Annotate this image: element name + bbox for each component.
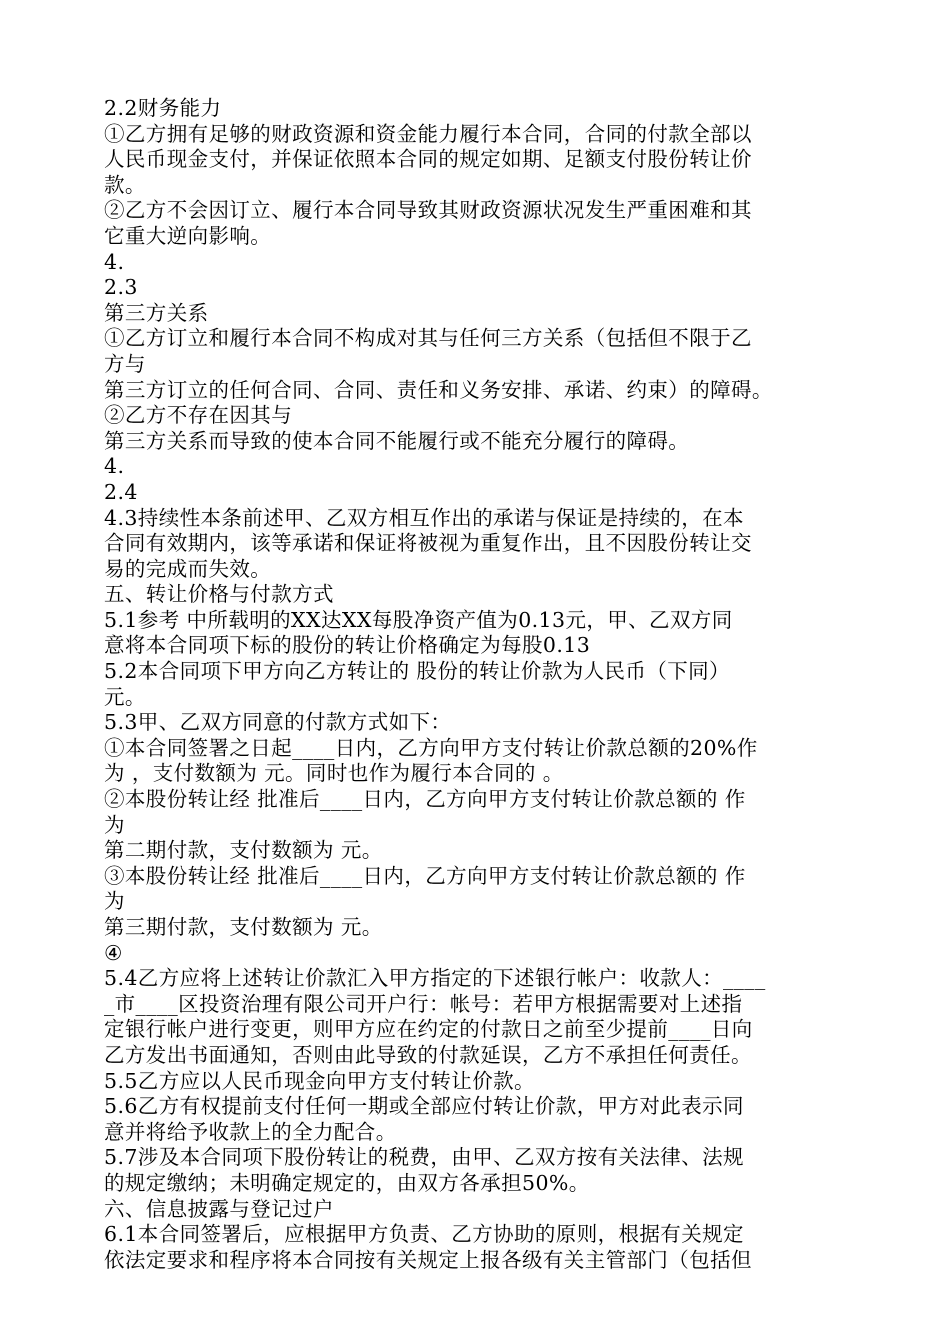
text-line: 它重大逆向影响。 [104, 223, 272, 248]
section-heading: 第三方关系 [104, 300, 209, 325]
text-line: 合同有效期内，该等承诺和保证将被视为重复作出，且不因股份转让交 [104, 531, 752, 556]
text-line: ①乙方拥有足够的财政资源和资金能力履行本合同，合同的付款全部以 [104, 121, 752, 146]
text-line: 的规定缴纳；未明确定规定的，由双方各承担50%。 [104, 1170, 590, 1195]
text-line: 4.3持续性本条前述甲、乙双方相互作出的承诺与保证是持续的，在本 [104, 505, 744, 530]
text-line: 5.5乙方应以人民币现金向甲方支付转让价款。 [104, 1068, 535, 1093]
text-line: ②乙方不会因订立、履行本合同导致其财政资源状况发生严重困难和其 [104, 198, 752, 223]
text-line: 意并将给予收款上的全力配合。 [104, 1119, 397, 1144]
text-line: _市____区投资治理有限公司开户行：帐号：若甲方根据需要对上述指 [104, 991, 743, 1016]
text-line: 为 [104, 889, 125, 914]
text-line: 定银行帐户进行变更，则甲方应在约定的付款日之前至少提前____日向 [104, 1017, 753, 1042]
text-line: 2.4 [104, 479, 138, 504]
text-line: 依法定要求和程序将本合同按有关规定上报各级有关主管部门（包括但 [104, 1247, 752, 1272]
text-line: 人民币现金支付，并保证依照本合同的规定如期、足额支付股份转让价 [104, 147, 752, 172]
text-line: 款。 [104, 172, 146, 197]
text-line: 2.3 [104, 275, 138, 300]
section-heading: 2.2财务能力 [104, 96, 222, 120]
section-heading: 五、转让价格与付款方式 [104, 582, 334, 607]
text-line: 易的完成而失效。 [104, 556, 272, 581]
text-line: 6.1本合同签署后，应根据甲方负责、乙方协助的原则，根据有关规定 [104, 1222, 744, 1247]
text-line: ①本合同签署之日起____日内，乙方向甲方支付转让价款总额的20%作 [104, 735, 758, 760]
text-line: 5.7涉及本合同项下股份转让的税费，由甲、乙双方按有关法律、法规 [104, 1145, 744, 1170]
text-line: 4. [104, 249, 125, 274]
text-line: ③本股份转让经 批准后____日内，乙方向甲方支付转让价款总额的 作 [104, 863, 746, 888]
text-line: 第三方关系而导致的使本合同不能履行或不能充分履行的障碍。 [104, 428, 690, 453]
text-line: 元。 [104, 684, 146, 709]
text-line: 5.4乙方应将上述转让价款汇入甲方指定的下述银行帐户：收款人：____ [104, 966, 766, 991]
text-line: 4. [104, 454, 125, 479]
text-line: 为 ，支付数额为 元。同时也作为履行本合同的 。 [104, 761, 564, 786]
text-line: ④ [104, 940, 123, 965]
text-line: 第三方订立的任何合同、合同、责任和义务安排、承诺、约束）的障碍。 [104, 377, 773, 402]
text-line: 5.3甲、乙双方同意的付款方式如下： [104, 710, 452, 735]
text-line: 第三期付款，支付数额为 元。 [104, 915, 383, 939]
text-line: 5.2本合同项下甲方向乙方转让的 股份的转让价款为人民币（下同） [104, 659, 730, 684]
text-line: ①乙方订立和履行本合同不构成对其与任何三方关系（包括但不限于乙 [104, 326, 752, 351]
text-line: ②乙方不存在因其与 [104, 403, 293, 428]
text-line: 乙方发出书面通知，否则由此导致的付款延误，乙方不承担任何责任。 [104, 1042, 752, 1067]
text-line: ②本股份转让经 批准后____日内，乙方向甲方支付转让价款总额的 作 [104, 787, 746, 812]
section-heading: 六、信息披露与登记过户 [104, 1196, 334, 1221]
text-line: 为 [104, 812, 125, 837]
text-line: 5.6乙方有权提前支付任何一期或全部应付转让价款，甲方对此表示同 [104, 1094, 744, 1119]
document-body [104, 96, 864, 1273]
text-line: 方与 [104, 351, 146, 376]
text-line: 意将本合同项下标的股份的转让价格确定为每股0.13 [104, 633, 591, 658]
text-line: 5.1参考 中所载明的XX达XX每股净资产值为0.13元，甲、乙双方同 [104, 607, 733, 632]
text-line: 第二期付款，支付数额为 元。 [104, 838, 383, 863]
